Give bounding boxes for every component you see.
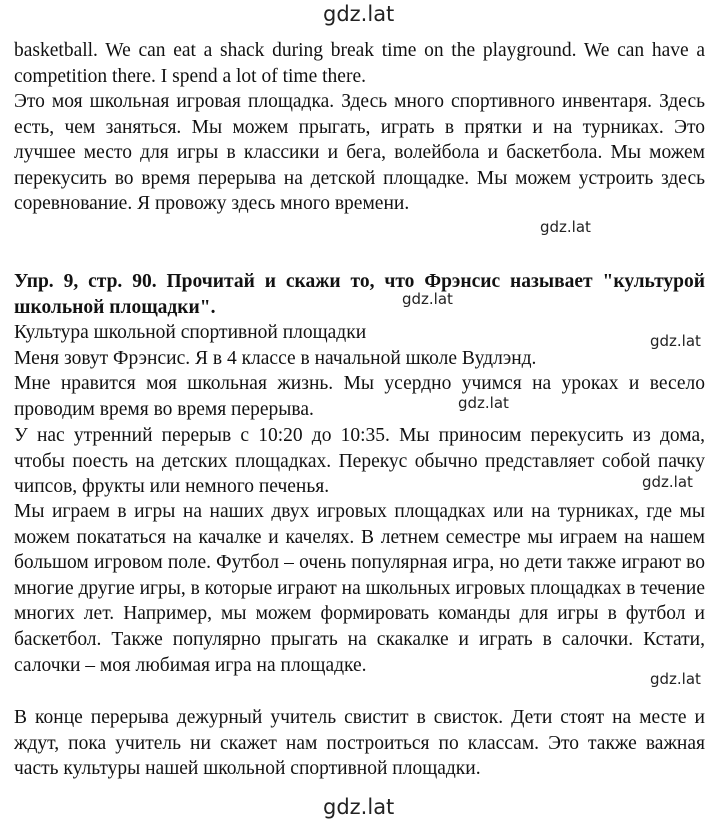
paragraph-games: Мы играем в игры на наших двух игровых площадках или на турниках, где мы можем покататься на качалке и качелях. В летнем семестре мы играем на нашем большом игровом поле. Футбол – очень популярная игра, но дети также играют во многие другие игры, в которые играют на школьных игровых площадках в течение многих лет. Например, мы можем формировать команды для игры в футбол и баскетбол. Также популярно прыгать на скакалке и играть в салочки. Кстати, салочки – моя любимая игра на площадке. bbox=[14, 501, 705, 676]
watermark-bottom: gdz.lat bbox=[323, 795, 395, 819]
text-title: Культура школьной спортивной площадки bbox=[14, 322, 367, 343]
watermark: gdz.lat bbox=[540, 218, 591, 236]
paragraph-english-end: basketball. We can eat a shack during break time on the playground. We can have a competition there. I spend a lot of time there. bbox=[14, 40, 705, 87]
watermark: gdz.lat bbox=[458, 394, 509, 412]
watermark: gdz.lat bbox=[642, 473, 693, 491]
paragraph-end-of-break: В конце перерыва дежурный учитель свистит в свисток. Дети стоят на месте и ждут, пока учитель ни скажет нам построиться по классам. Это также важная часть культуры нашей школьной спортивной площадки. bbox=[14, 707, 705, 780]
watermark: gdz.lat bbox=[650, 332, 701, 350]
paragraph-morning-break: У нас утренний перерыв с 10:20 до 10:35. Мы приносим перекусить из дома, чтобы поесть на детских площадках. Перекус обычно представляет собой пачку чипсов, фрукты или немного печенья. bbox=[14, 425, 705, 498]
watermark: gdz.lat bbox=[402, 290, 453, 308]
watermark-top: gdz.lat bbox=[323, 2, 395, 26]
paragraph-translation: Это моя школьная игровая площадка. Здесь много спортивного инвентаря. Здесь есть, чем заняться. Мы можем прыгать, играть в прятки и на турниках. Это лучшее место для игры в классики и бега, волейбола и баскетбола. Мы можем перекусить во время перерыва на детской площадке. Мы можем устроить здесь соревнование. Я провожу здесь много времени. bbox=[14, 91, 705, 215]
watermark: gdz.lat bbox=[650, 670, 701, 688]
exercise-heading: Упр. 9, стр. 90. Прочитай и скажи то, что Фрэнсис называет "культурой школьной площадки". bbox=[14, 271, 705, 318]
paragraph-intro: Меня зовут Фрэнсис. Я в 4 классе в начальной школе Вудлэнд. bbox=[14, 348, 537, 369]
paragraph-school-life: Мне нравится моя школьная жизнь. Мы усердно учимся на уроках и весело проводим время во время перерыва. bbox=[14, 373, 705, 420]
